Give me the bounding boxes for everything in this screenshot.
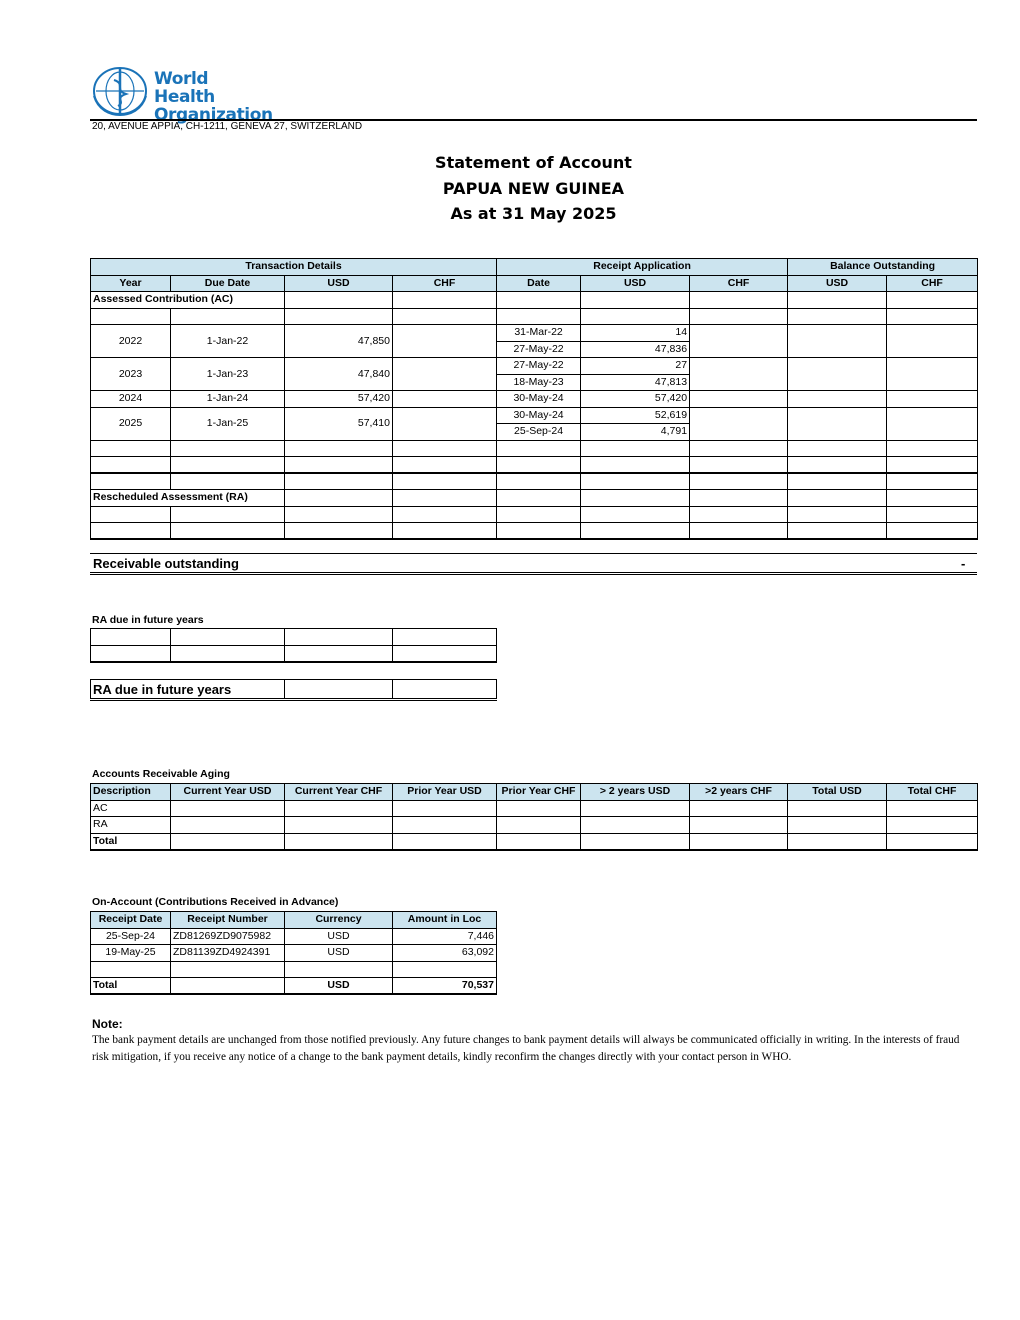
logo-line-1: World Health bbox=[154, 69, 215, 107]
on-account-header-row bbox=[91, 912, 497, 929]
oa-receipt-number: ZD81269ZD9075982 bbox=[171, 928, 285, 945]
row-year: 2022 bbox=[91, 325, 171, 358]
aging-col-current-chf: Current Year CHF bbox=[285, 784, 393, 801]
title-country: PAPUA NEW GUINEA bbox=[442, 178, 625, 198]
table-row bbox=[91, 800, 978, 817]
receipt-date: 27-May-22 bbox=[497, 341, 581, 358]
col-receipt-chf: CHF bbox=[690, 275, 788, 292]
receipt-usd: 4,791 bbox=[581, 424, 690, 441]
blank-row bbox=[91, 961, 497, 978]
oa-amount: 63,092 bbox=[393, 945, 497, 962]
receipt-date: 25-Sep-24 bbox=[497, 424, 581, 441]
aging-col-prior-usd: Prior Year USD bbox=[393, 784, 497, 801]
aging-table bbox=[90, 783, 978, 851]
aging-row-label: RA bbox=[91, 817, 171, 834]
aging-col-description: Description bbox=[91, 784, 171, 801]
row-year: 2025 bbox=[91, 407, 171, 440]
title-line-1: Statement of Account bbox=[435, 153, 632, 172]
column-header-row bbox=[91, 275, 978, 292]
row-year: 2024 bbox=[91, 391, 171, 408]
oa-col-currency: Currency bbox=[285, 912, 393, 929]
receipt-usd: 47,836 bbox=[581, 341, 690, 358]
ra-future-total-table bbox=[90, 679, 497, 701]
table-row bbox=[91, 391, 978, 408]
row-due-date: 1-Jan-24 bbox=[171, 391, 285, 408]
oa-currency: USD bbox=[285, 928, 393, 945]
row-usd: 57,420 bbox=[285, 391, 393, 408]
who-logo bbox=[90, 66, 273, 125]
aging-col-current-usd: Current Year USD bbox=[171, 784, 285, 801]
blank-row bbox=[91, 457, 978, 474]
blank-row bbox=[91, 645, 497, 662]
receipt-usd: 52,619 bbox=[581, 407, 690, 424]
statement-title bbox=[90, 150, 977, 227]
col-receipt-date: Date bbox=[497, 275, 581, 292]
oa-receipt-date: 25-Sep-24 bbox=[91, 928, 171, 945]
receipt-date: 30-May-24 bbox=[497, 407, 581, 424]
receivable-outstanding-label: Receivable outstanding bbox=[93, 556, 239, 571]
ra-future-total-label: RA due in future years bbox=[91, 680, 285, 700]
oa-currency: USD bbox=[285, 945, 393, 962]
blank-row bbox=[91, 506, 978, 523]
title-date: As at 31 May 2025 bbox=[450, 204, 617, 223]
col-receipt-usd: USD bbox=[581, 275, 690, 292]
col-chf: CHF bbox=[393, 275, 497, 292]
table-row bbox=[91, 817, 978, 834]
oa-total-label: Total bbox=[91, 978, 171, 995]
blank-row bbox=[91, 523, 978, 540]
aging-col-2y-chf: >2 years CHF bbox=[690, 784, 788, 801]
receivable-outstanding-row bbox=[90, 553, 977, 575]
receivable-outstanding-value: - bbox=[961, 556, 966, 571]
col-usd: USD bbox=[285, 275, 393, 292]
row-usd: 47,850 bbox=[285, 325, 393, 358]
section-ra-label: Rescheduled Assessment (RA) bbox=[91, 490, 285, 507]
blank-row bbox=[91, 473, 978, 490]
oa-total-amount: 70,537 bbox=[393, 978, 497, 995]
receipt-date: 27-May-22 bbox=[497, 358, 581, 375]
oa-col-amount: Amount in Loc bbox=[393, 912, 497, 929]
on-account-table bbox=[90, 911, 497, 995]
address: 20, AVENUE APPIA, CH-1211, GENEVA 27, SWITZERLAND bbox=[92, 121, 363, 132]
section-ac-label: Assessed Contribution (AC) bbox=[91, 292, 285, 309]
ra-future-caption: RA due in future years bbox=[92, 614, 204, 626]
aging-col-prior-chf: Prior Year CHF bbox=[497, 784, 581, 801]
aging-row-label: Total bbox=[91, 833, 171, 850]
group-transaction-details: Transaction Details bbox=[91, 259, 497, 276]
col-balance-usd: USD bbox=[788, 275, 887, 292]
receipt-usd: 57,420 bbox=[581, 391, 690, 408]
table-row bbox=[91, 325, 978, 342]
note-heading: Note: bbox=[92, 1017, 123, 1031]
row-due-date: 1-Jan-22 bbox=[171, 325, 285, 358]
group-receipt-application: Receipt Application bbox=[497, 259, 788, 276]
aging-col-total-usd: Total USD bbox=[788, 784, 887, 801]
row-year: 2023 bbox=[91, 358, 171, 391]
group-balance-outstanding: Balance Outstanding bbox=[788, 259, 978, 276]
aging-col-total-chf: Total CHF bbox=[887, 784, 978, 801]
col-due-date: Due Date bbox=[171, 275, 285, 292]
aging-caption: Accounts Receivable Aging bbox=[92, 768, 230, 780]
note-text: The bank payment details are unchanged from those notified previously. Any future changes to bank payment details will always be communicated officially in writing. In the interests of fraud risk mitigation, if you receive any notice of a change to the bank payment details, kindly reconfirm the changes directly with your contact person in WHO. bbox=[92, 1034, 960, 1063]
table-row bbox=[91, 928, 497, 945]
aging-row-label: AC bbox=[91, 800, 171, 817]
oa-col-receipt-date: Receipt Date bbox=[91, 912, 171, 929]
row-usd: 47,840 bbox=[285, 358, 393, 391]
section-row-ra bbox=[91, 490, 978, 507]
table-row bbox=[91, 945, 497, 962]
who-emblem-icon bbox=[90, 66, 150, 116]
row-due-date: 1-Jan-25 bbox=[171, 407, 285, 440]
receipt-date: 30-May-24 bbox=[497, 391, 581, 408]
receipt-date: 18-May-23 bbox=[497, 374, 581, 391]
receipt-usd: 47,813 bbox=[581, 374, 690, 391]
ra-future-table bbox=[90, 628, 497, 663]
blank-row bbox=[91, 440, 978, 457]
logo-line-2: Organization bbox=[154, 105, 273, 125]
table-row bbox=[91, 407, 978, 424]
on-account-caption: On-Account (Contributions Received in Advance) bbox=[92, 896, 339, 908]
oa-total-currency: USD bbox=[285, 978, 393, 995]
oa-receipt-date: 19-May-25 bbox=[91, 945, 171, 962]
receipt-usd: 27 bbox=[581, 358, 690, 375]
who-logo-text bbox=[154, 70, 273, 124]
section-row-ac bbox=[91, 292, 978, 309]
receipt-usd: 14 bbox=[581, 325, 690, 342]
on-account-total-row bbox=[91, 978, 497, 995]
col-balance-chf: CHF bbox=[887, 275, 978, 292]
oa-amount: 7,446 bbox=[393, 928, 497, 945]
group-header-row bbox=[91, 259, 978, 276]
table-row bbox=[91, 833, 978, 850]
blank-row bbox=[91, 308, 978, 325]
statement-table bbox=[90, 258, 978, 540]
row-due-date: 1-Jan-23 bbox=[171, 358, 285, 391]
aging-header-row bbox=[91, 784, 978, 801]
aging-col-2y-usd: > 2 years USD bbox=[581, 784, 690, 801]
ra-future-total-row bbox=[91, 680, 497, 700]
col-year: Year bbox=[91, 275, 171, 292]
row-usd: 57,410 bbox=[285, 407, 393, 440]
table-row bbox=[91, 358, 978, 375]
blank-row bbox=[91, 629, 497, 646]
oa-receipt-number: ZD81139ZD4924391 bbox=[171, 945, 285, 962]
oa-col-receipt-number: Receipt Number bbox=[171, 912, 285, 929]
receipt-date: 31-Mar-22 bbox=[497, 325, 581, 342]
